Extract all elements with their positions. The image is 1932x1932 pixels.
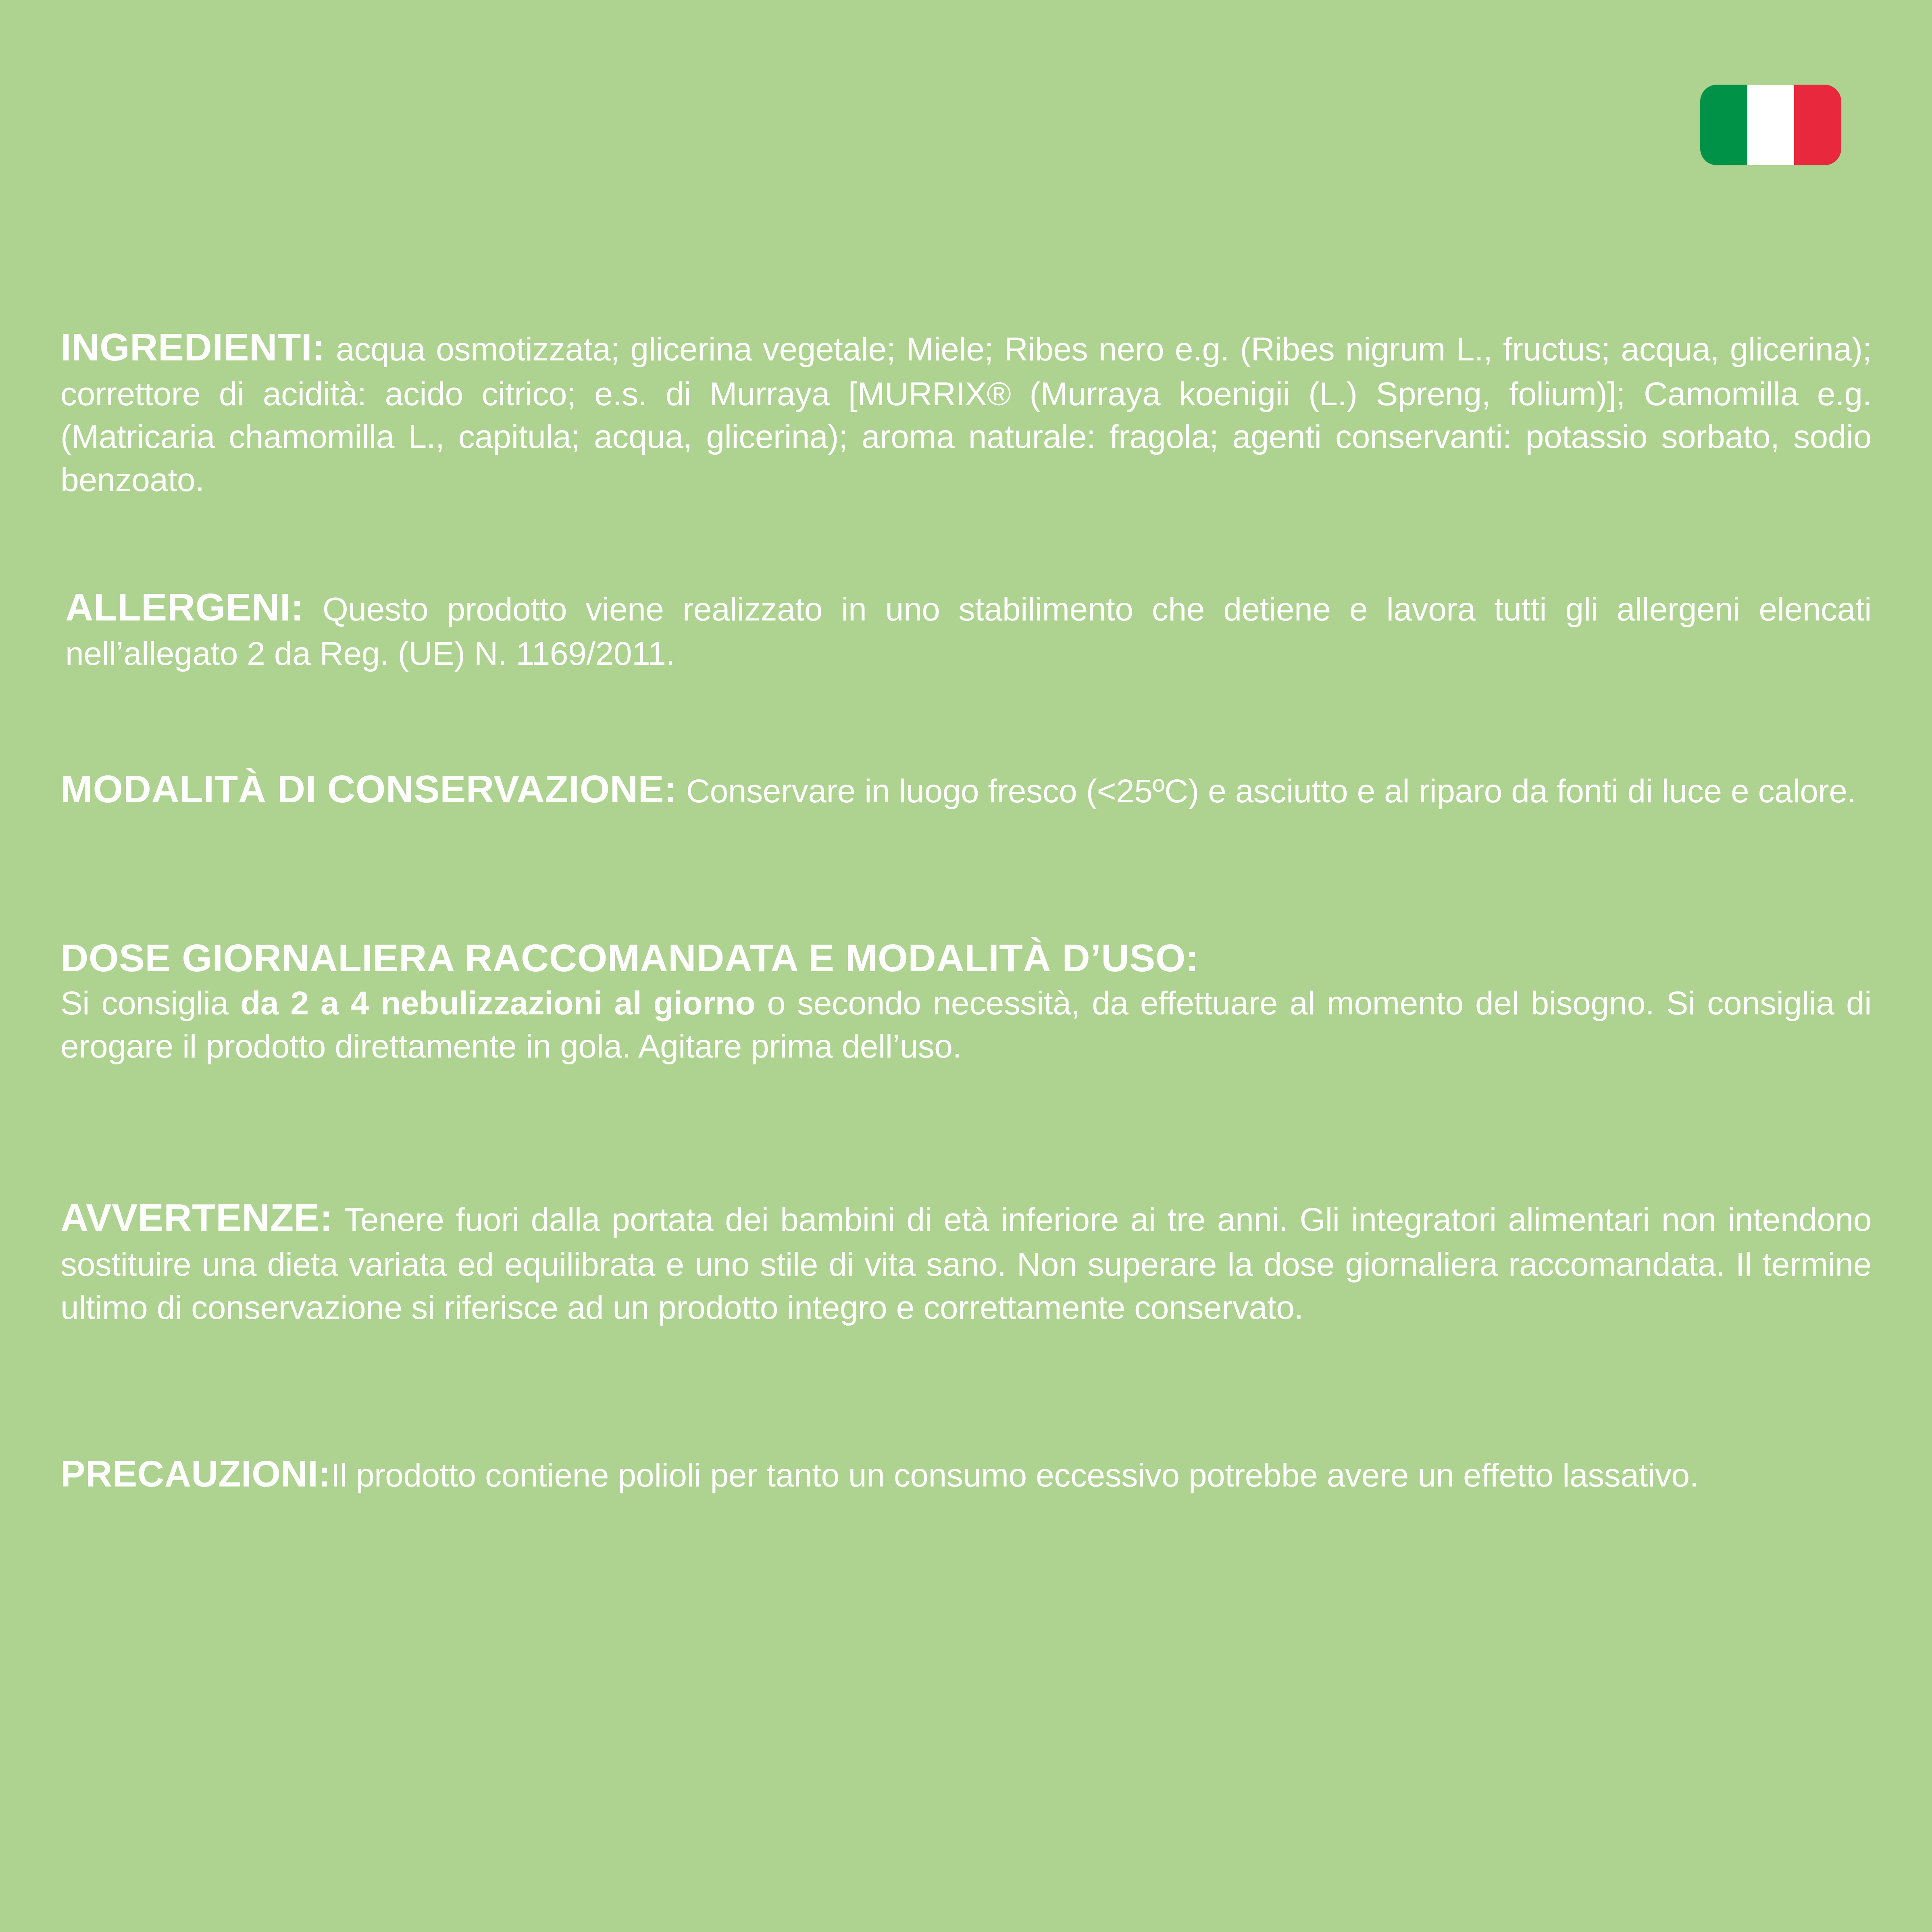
- allergeni-heading: ALLERGENI:: [65, 585, 304, 629]
- section-ingredienti: [60, 323, 1872, 502]
- dose-body-end: o secondo necessità, da effettuare al momento del bisogno. Si consiglia di erogare il prodotto direttamente in gola. Agitare prima dell’uso.: [60, 985, 1872, 1065]
- flag-stripe-white: [1747, 85, 1795, 165]
- label-content: [60, 323, 1872, 1499]
- dose-body-bold: da 2 a 4 nebulizzazioni al giorno: [240, 985, 756, 1022]
- precauzioni-heading: PRECAUZIONI:: [60, 1453, 331, 1495]
- italy-flag-icon: [1700, 85, 1841, 165]
- flag-stripe-green: [1700, 85, 1747, 165]
- section-avvertenze: [60, 1193, 1872, 1329]
- section-allergeni: [60, 583, 1872, 676]
- avvertenze-paragraph: [60, 1193, 1872, 1329]
- section-precauzioni: [60, 1450, 1872, 1499]
- allergeni-body: Questo prodotto viene realizzato in uno stabilimento che detiene e lavora tutti gli allergeni elencati nell’allegato 2 da Reg. (UE) N. 1169/2011.: [65, 591, 1872, 672]
- flag-row: [0, 0, 1932, 250]
- ingredienti-heading: INGREDIENTI:: [60, 326, 325, 369]
- conservazione-body: Conservare in luogo fresco (<25ºC) e asciutto e al riparo da fonti di luce e calore.: [677, 772, 1856, 810]
- section-dose: [60, 936, 1872, 1068]
- avvertenze-body: Tenere fuori dalla portata dei bambini di età inferiore ai tre anni. Gli integratori alimentari non intendono sostituire una dieta variata ed equilibrata e uno stile di vita sano. Non superare la dose giornaliera raccomandata. Il termine ultimo di conservazione si riferisce ad un prodotto integro e correttamente conservato.: [60, 1201, 1872, 1326]
- precauzioni-body: Il prodotto contiene polioli per tanto un consumo eccessivo potrebbe avere un effetto lassativo.: [331, 1457, 1699, 1494]
- allergeni-paragraph: [65, 583, 1872, 676]
- section-conservazione: [60, 764, 1872, 815]
- precauzioni-paragraph: [60, 1450, 1872, 1499]
- conservazione-paragraph: [60, 764, 1872, 815]
- flag-stripe-red: [1794, 85, 1841, 165]
- conservazione-heading: MODALITÀ DI CONSERVAZIONE:: [60, 767, 677, 811]
- ingredienti-paragraph: [60, 323, 1872, 502]
- dose-paragraph: [60, 982, 1872, 1068]
- dose-heading: DOSE GIORNALIERA RACCOMANDATA E MODALITÀ D’USO:: [60, 936, 1199, 980]
- ingredienti-body: acqua osmotizzata; glicerina vegetale; Miele; Ribes nero e.g. (Ribes nigrum L., fructus; acqua, glicerina); correttore di acidità: acido citrico; e.s. di Murraya [MURRIX® (Murraya koenigii (L.) Spreng, folium)]; Camomilla e.g. (Matricaria chamomilla L., capitula; acqua, glicerina); aroma naturale: fragola; agenti conservanti: potassio sorbato, sodio benzoato.: [60, 331, 1872, 498]
- dose-body-start: Si consiglia: [60, 985, 241, 1022]
- avvertenze-heading: AVVERTENZE:: [60, 1196, 333, 1240]
